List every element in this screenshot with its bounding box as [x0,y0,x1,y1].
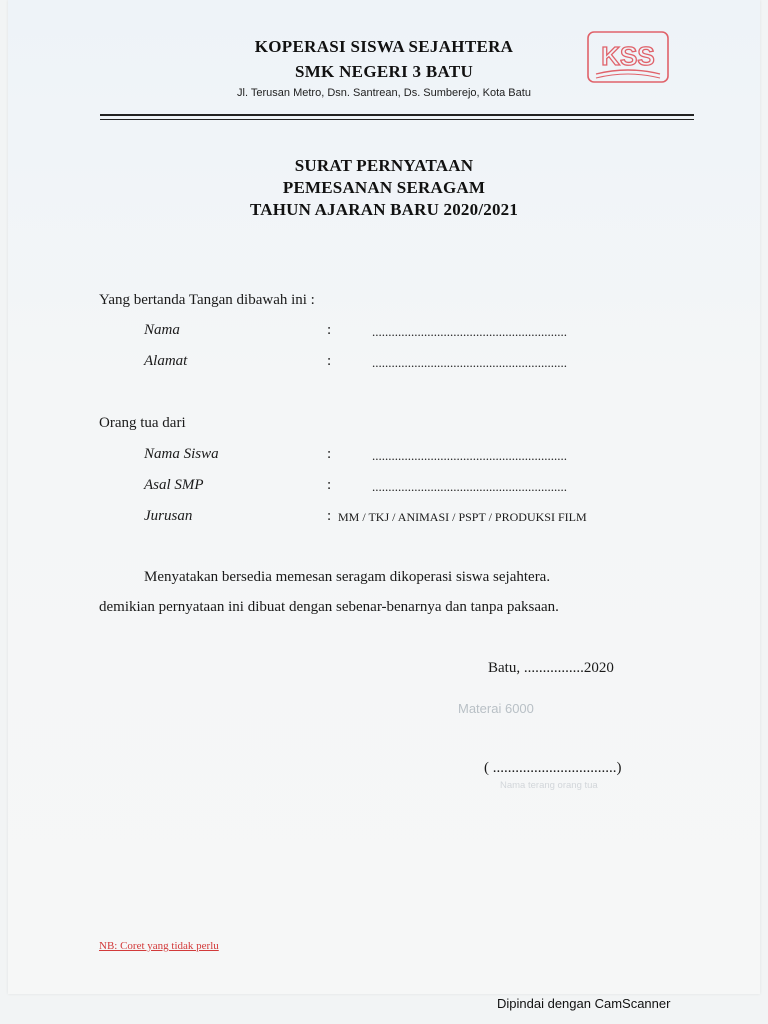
child-intro-text: Orang tua dari [99,415,186,431]
logo-lettering: KSS [601,41,655,71]
intro-text: Yang bertanda Tangan dibawah ini : [99,292,315,308]
signature-name-note: Nama terang orang tua [500,780,598,791]
signature-name-line[interactable]: ( .................................) [484,760,622,776]
field-label-nama-siswa: Nama Siswa [144,446,219,462]
header-divider [100,114,694,116]
field-label-asal-smp: Asal SMP [144,477,204,493]
school-address: Jl. Terusan Metro, Dsn. Santrean, Ds. Sumberejo, Kota Batu [237,87,531,99]
scanner-label: Dipindai dengan CamScanner [497,996,671,1011]
document-title-line2: PEMESANAN SERAGAM [282,178,486,197]
field-label-nama: Nama [144,322,180,338]
document-page [8,0,760,994]
jurusan-options[interactable]: MM / TKJ / ANIMASI / PSPT / PRODUKSI FILM [338,510,587,524]
field-blank-nama-siswa[interactable]: ............................................................ [372,448,567,463]
organization-name: KOPERASI SISWA SEJAHTERA [254,37,514,56]
field-colon: : [327,322,332,338]
field-colon: : [327,508,332,524]
kss-logo-icon [586,30,670,84]
field-blank-alamat[interactable]: ............................................................ [372,355,567,370]
place-date[interactable]: Batu, ................2020 [488,660,614,676]
document-title-line3: TAHUN AJARAN BARU 2020/2021 [249,200,519,219]
field-label-alamat: Alamat [144,353,188,369]
stamp-note: Materai 6000 [458,701,534,716]
field-blank-asal-smp[interactable]: ............................................................ [372,479,567,494]
document-title-line1: SURAT PERNYATAAN [294,156,474,175]
statement-line1: Menyatakan bersedia memesan seragam dikoperasi siswa sejahtera. [144,569,551,585]
field-blank-nama[interactable]: ............................................................ [372,324,567,339]
statement-line2: demikian pernyataan ini dibuat dengan sebenar-benarnya dan tanpa paksaan. [99,599,559,615]
field-colon: : [327,446,332,462]
header-divider-thin [100,119,694,120]
field-colon: : [327,477,332,493]
kss-logo [586,30,670,84]
school-name: SMK NEGERI 3 BATU [294,62,474,81]
field-label-jurusan: Jurusan [144,508,193,524]
footnote: NB: Coret yang tidak perlu [99,940,219,952]
field-colon: : [327,353,332,369]
